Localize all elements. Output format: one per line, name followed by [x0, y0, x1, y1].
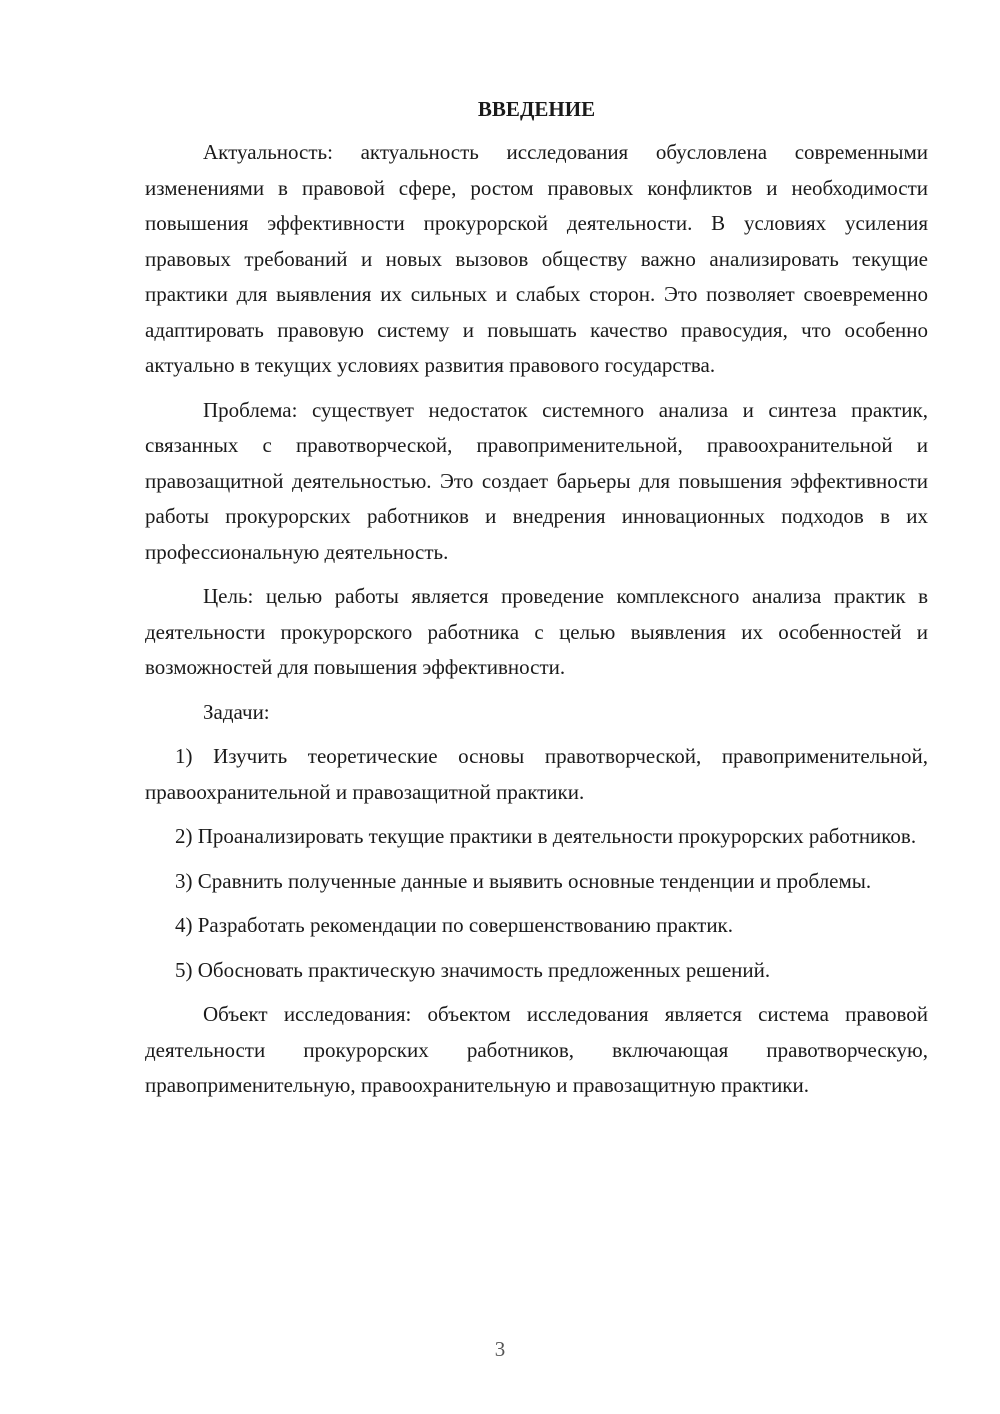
paragraph-goal: Цель: целью работы является проведение комплексного анализа практик в деятельности прокурорского работника с целью выявления их особенностей и возможностей для повышения эффективности. — [145, 584, 928, 679]
task-item-4: 4) Разработать рекомендации по совершенствованию практик. — [175, 913, 734, 937]
paragraph-relevance: Актуальность: актуальность исследования обусловлена современными изменениями в правовой сфере, ростом правовых конфликтов и необходимости повышения эффективности прокурорской деятельности. В условиях усиления правовых требований и новых вызовов обществу важно анализировать текущие практики для выявления их сильных и слабых сторон. Это позволяет своевременно адаптировать правовую систему и повышать качество правосудия, что особенно актуально в текущих условиях развития правового государства. — [145, 140, 928, 377]
document-body — [145, 92, 928, 1113]
task-item-2: 2) Проанализировать текущие практики в деятельности прокурорских работников. — [175, 824, 917, 848]
tasks-label: Задачи: — [203, 699, 270, 724]
paragraph-object: Объект исследования: объектом исследования является система правовой деятельности прокурорских работников, включающая правотворческую, правоприменительную, правоохранительную и правозащитную практики. — [145, 1002, 928, 1097]
page-number: 3 — [494, 1337, 506, 1361]
task-item-3: 3) Сравнить полученные данные и выявить основные тенденции и проблемы. — [175, 868, 872, 893]
task-item-1: 1) Изучить теоретические основы правотворческой, правоприменительной, правоохранительной и правозащитной практики. — [145, 744, 928, 804]
paragraph-problem: Проблема: существует недостаток системного анализа и синтеза практик, связанных с правотворческой, правоприменительной, правоохранительной и правозащитной деятельностью. Это создает барьеры для повышения эффективности работы прокурорских работников и внедрения инновационных подходов в их профессиональную деятельность. — [145, 397, 928, 564]
task-item-5: 5) Обосновать практическую значимость предложенных решений. — [175, 957, 771, 982]
page-title: ВВЕДЕНИЕ — [477, 97, 596, 121]
